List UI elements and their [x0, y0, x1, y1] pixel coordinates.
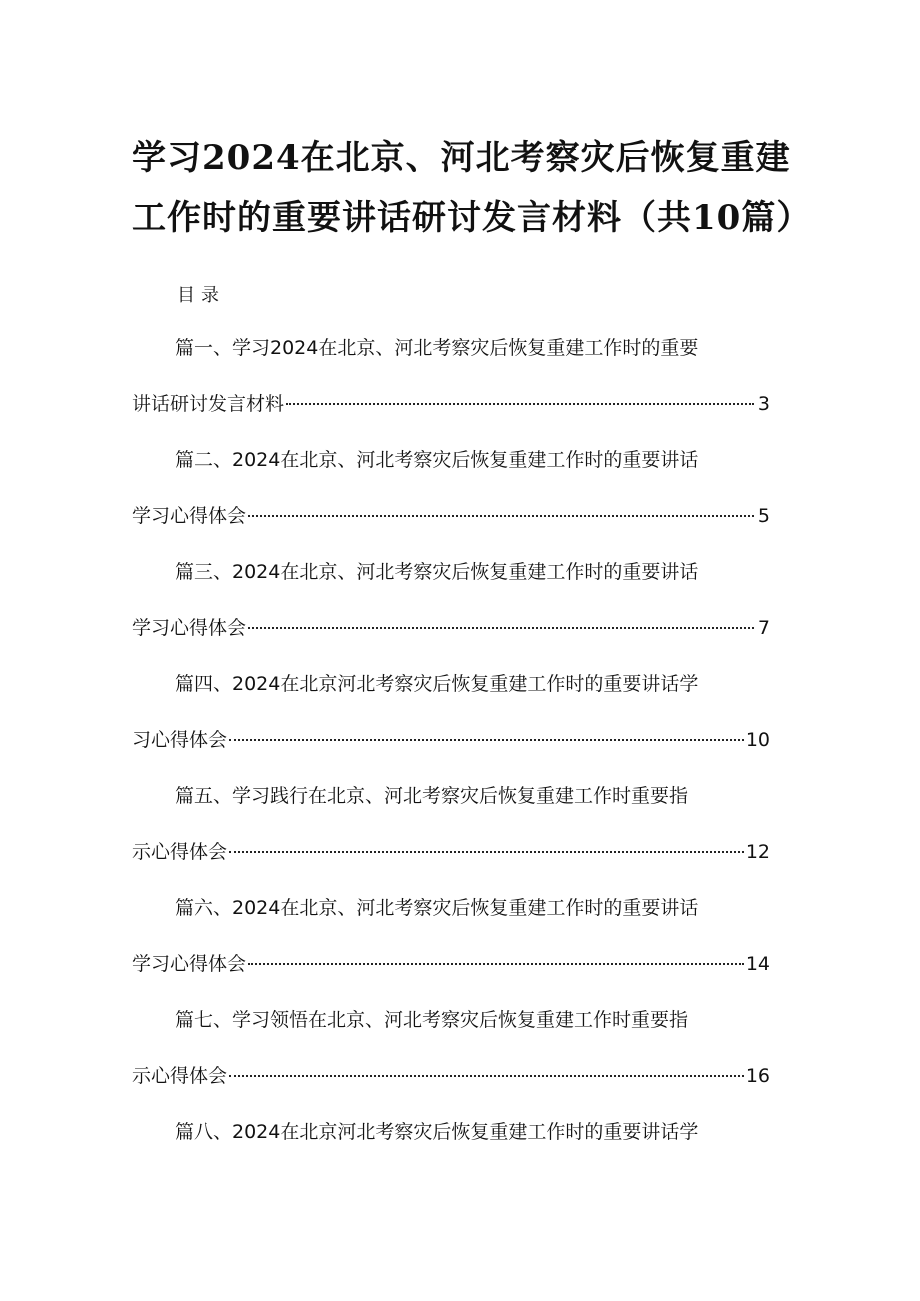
dot-leader	[248, 963, 744, 965]
document-title-line-1: 学习2024在北京、河北考察灾后恢复重建	[132, 138, 791, 178]
toc-entry-1-title[interactable]: 篇一、学习2024在北京、河北考察灾后恢复重建工作时的重要	[175, 337, 699, 359]
toc-entry-8-title[interactable]: 篇八、2024在北京河北考察灾后恢复重建工作时的重要讲话学	[175, 1121, 699, 1143]
toc-entry-6-title-cont: 学习心得体会	[132, 953, 247, 975]
toc-entry-3-title[interactable]: 篇三、2024在北京、河北考察灾后恢复重建工作时的重要讲话	[175, 561, 699, 583]
toc-entry-3-title-cont: 学习心得体会	[132, 617, 247, 639]
toc-entry-1-title-cont: 讲话研讨发言材料	[132, 393, 285, 415]
toc-entry-4-title[interactable]: 篇四、2024在北京河北考察灾后恢复重建工作时的重要讲话学	[175, 673, 699, 695]
toc-entry-5-page: 12	[745, 841, 770, 863]
document-title-line-2: 工作时的重要讲话研讨发言材料（共10篇）	[132, 198, 812, 238]
toc-entry-4-title-cont: 习心得体会	[132, 729, 228, 751]
toc-entry-7-title[interactable]: 篇七、学习领悟在北京、河北考察灾后恢复重建工作时重要指	[175, 1009, 689, 1031]
toc-entry-3-page: 7	[757, 617, 770, 639]
dot-leader	[248, 627, 754, 629]
toc-entry-2-page: 5	[757, 505, 770, 527]
toc-entry-6-page: 14	[745, 953, 770, 975]
toc-entry-6-title[interactable]: 篇六、2024在北京、河北考察灾后恢复重建工作时的重要讲话	[175, 897, 699, 919]
toc-entry-2-title[interactable]: 篇二、2024在北京、河北考察灾后恢复重建工作时的重要讲话	[175, 449, 699, 471]
toc-entry-2-title-cont: 学习心得体会	[132, 505, 247, 527]
dot-leader	[229, 739, 744, 741]
toc-entry-2-continuation[interactable]	[132, 503, 770, 529]
toc-entry-5-title[interactable]: 篇五、学习践行在北京、河北考察灾后恢复重建工作时重要指	[175, 785, 689, 807]
toc-entry-3-continuation[interactable]	[132, 615, 770, 641]
toc-entry-1-page: 3	[757, 393, 770, 415]
dot-leader	[248, 515, 754, 517]
toc-entry-1-continuation[interactable]	[132, 391, 770, 417]
toc-entry-4-continuation[interactable]	[132, 727, 770, 753]
toc-entry-7-page: 16	[745, 1065, 770, 1087]
toc-entry-5-title-cont: 示心得体会	[132, 841, 228, 863]
dot-leader	[286, 403, 754, 405]
toc-entry-5-continuation[interactable]	[132, 839, 770, 865]
toc-entry-6-continuation[interactable]	[132, 951, 770, 977]
toc-entry-7-title-cont: 示心得体会	[132, 1065, 228, 1087]
dot-leader	[229, 851, 744, 853]
toc-heading: 目录	[177, 285, 225, 306]
toc-entry-4-page: 10	[745, 729, 770, 751]
toc-entry-7-continuation[interactable]	[132, 1063, 770, 1089]
dot-leader	[229, 1075, 744, 1077]
